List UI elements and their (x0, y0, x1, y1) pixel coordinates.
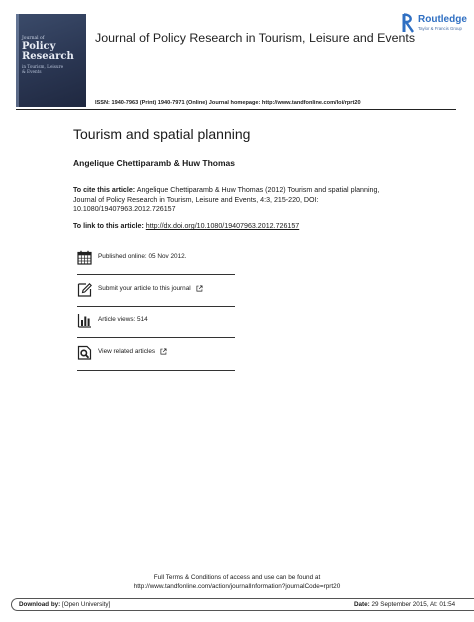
cover-title-line2: Research (22, 50, 74, 62)
cover-subtitle (22, 64, 63, 74)
download-by-label: Download by: (19, 601, 61, 608)
edit-document-icon (77, 282, 92, 297)
related-articles-link[interactable] (98, 348, 167, 355)
published-date: Published online: 05 Nov 2012. (98, 253, 187, 260)
cover-subtitle-line2: & Events (22, 69, 42, 74)
download-info-bar (11, 598, 474, 611)
article-title: Tourism and spatial planning (73, 126, 251, 142)
cover-title (22, 42, 74, 61)
external-link-icon (160, 348, 167, 355)
journal-cover-image (16, 14, 86, 107)
related-articles-label: View related articles (98, 348, 156, 356)
publisher-logo[interactable] (402, 13, 468, 33)
terms-footer (0, 574, 474, 591)
article-link-line (73, 222, 299, 230)
cover-small-text: Journal of (22, 36, 45, 41)
article-link-label: To link to this article: (73, 222, 144, 230)
cover-stripe (16, 14, 19, 107)
routledge-logo-icon (402, 13, 416, 33)
meta-divider (77, 370, 235, 371)
bar-chart-icon (77, 313, 92, 328)
download-by (19, 601, 110, 608)
meta-divider (77, 306, 235, 307)
terms-url[interactable]: http://www.tandfonline.com/action/journalInformation?journalCode=rprt20 (133, 582, 341, 590)
download-date-label: Date: (354, 601, 370, 608)
publisher-name: Routledge (418, 14, 467, 25)
terms-line: Full Terms & Conditions of access and use can be found at (153, 574, 321, 581)
header-divider (16, 109, 456, 110)
submit-article-link[interactable] (98, 285, 203, 292)
citation-text: Angelique Chettiparamb & Huw Thomas (2012) Tourism and spatial planning, Journal of Policy Research in Tourism, Leisure and Events, 4:3, 215-220, DOI: 10.1080/19407963.2012.726157 (73, 186, 380, 213)
download-date-value: 29 September 2015, At: 01:54 (371, 601, 456, 608)
publisher-subname: Taylor & Francis Group (418, 26, 462, 31)
meta-divider (77, 337, 235, 338)
journal-title: Journal of Policy Research in Tourism, Leisure and Events (95, 31, 416, 45)
article-authors: Angelique Chettiparamb & Huw Thomas (73, 158, 235, 168)
issn-homepage-line: ISSN: 1940-7963 (Print) 1940-7971 (Online) Journal homepage: http://www.tandfonline.com/loi/rprt20 (95, 100, 361, 106)
calendar-icon (77, 250, 92, 265)
submit-article-label: Submit your article to this journal (98, 285, 191, 293)
citation-label: To cite this article: (73, 186, 136, 194)
meta-divider (77, 274, 235, 275)
article-views-count: Article views: 514 (98, 316, 148, 323)
search-document-icon (77, 345, 92, 360)
external-link-icon (196, 285, 203, 292)
download-date (354, 601, 455, 608)
download-by-value: [Open University] (62, 601, 111, 608)
related-articles-row[interactable] (77, 345, 235, 373)
article-doi-link[interactable]: http://dx.doi.org/10.1080/19407963.2012.726157 (145, 222, 300, 230)
citation-block (73, 186, 393, 215)
cover-title-line1: Policy (22, 41, 56, 52)
cover-subtitle-line1: in Tourism, Leisure (22, 64, 64, 69)
